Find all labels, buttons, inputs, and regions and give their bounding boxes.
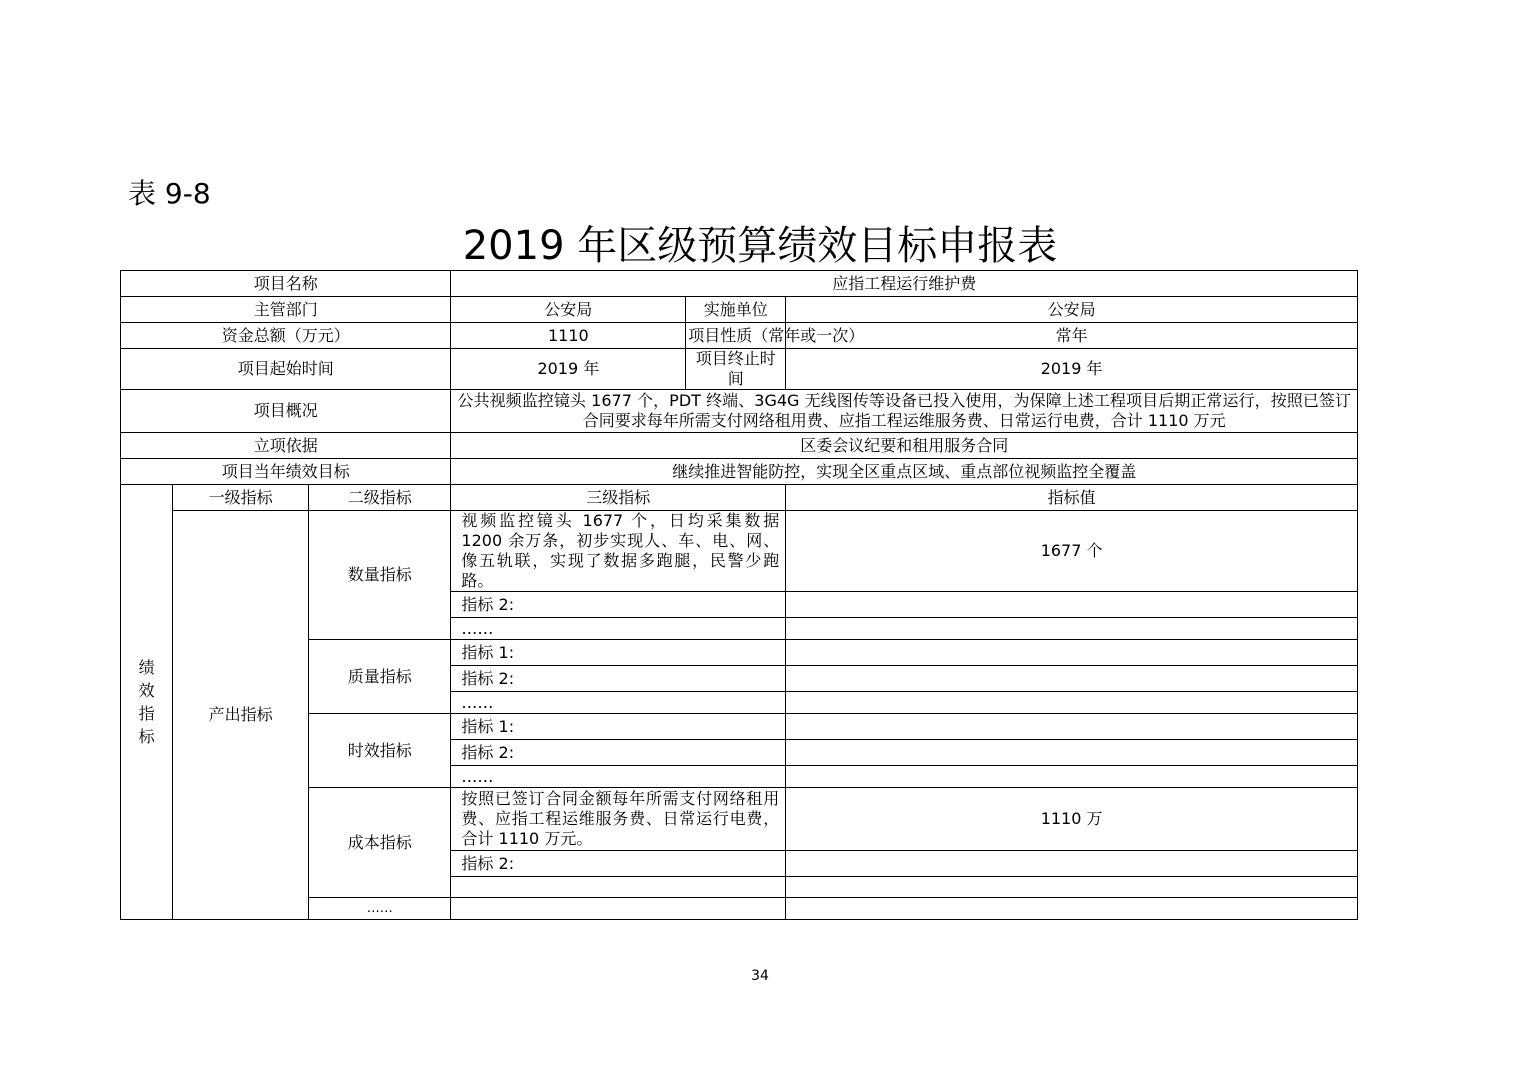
quality-indicator-more-value xyxy=(786,692,1358,714)
end-value: 2019 年 xyxy=(786,349,1358,390)
more-indicators-value xyxy=(786,898,1358,920)
basis-label: 立项依据 xyxy=(121,433,451,459)
dept-value: 公安局 xyxy=(451,297,686,323)
row-indicator-header xyxy=(121,485,1358,511)
more-indicators: …… xyxy=(309,898,451,920)
funds-label: 资金总额（万元） xyxy=(121,323,451,349)
more-indicators-level3 xyxy=(451,898,786,920)
dept-label: 主管部门 xyxy=(121,297,451,323)
cost-indicator-1-value: 1110 万 xyxy=(786,788,1358,851)
timeliness-indicator-1: 指标 1: xyxy=(451,714,786,740)
basis-value: 区委会议纪要和租用服务合同 xyxy=(451,433,1358,459)
impl-unit-label: 实施单位 xyxy=(686,297,786,323)
cost-indicator-2: 指标 2: xyxy=(451,851,786,877)
row-overview xyxy=(121,390,1358,433)
performance-indicators-label xyxy=(121,485,173,920)
quality-indicator-1: 指标 1: xyxy=(451,640,786,666)
timeliness-indicator-more: …… xyxy=(451,766,786,788)
quantity-indicator-1: 视频监控镜头 1677 个，日均采集数据 1200 余万条，初步实现人、车、电、网、像五轨联，实现了数据多跑腿，民警少跑路。 xyxy=(451,511,786,592)
quantity-indicator-more: …… xyxy=(451,618,786,640)
project-name-label: 项目名称 xyxy=(121,271,451,297)
quantity-indicator-2-value xyxy=(786,592,1358,618)
table-label: 表 9-8 xyxy=(128,177,211,210)
row-dates xyxy=(121,349,1358,390)
performance-indicators-text: 绩效指标 xyxy=(138,658,155,746)
row-goal xyxy=(121,459,1358,485)
nature-label: 项目性质（常年或一次） xyxy=(686,323,786,349)
cost-indicator-2-value xyxy=(786,851,1358,877)
overview-value: 公共视频监控镜头 1677 个，PDT 终端、3G4G 无线图传等设备已投入使用，为保障上述工程项目后期正常运行，按照已签订合同要求每年所需支付网络租用费、应指工程运维服务费、日常运行电费，合计 1110 万元 xyxy=(451,390,1358,433)
row-funds xyxy=(121,323,1358,349)
start-value: 2019 年 xyxy=(451,349,686,390)
cost-indicator-label: 成本指标 xyxy=(309,788,451,898)
quality-indicator-2: 指标 2: xyxy=(451,666,786,692)
cost-indicator-3-value xyxy=(786,877,1358,898)
nature-value: 常年 xyxy=(786,323,1358,349)
page-title: 2019 年区级预算绩效目标申报表 xyxy=(462,223,1058,269)
quality-indicator-1-value xyxy=(786,640,1358,666)
budget-performance-table xyxy=(120,270,1358,920)
timeliness-indicator-label: 时效指标 xyxy=(309,714,451,788)
timeliness-indicator-more-value xyxy=(786,766,1358,788)
row-department xyxy=(121,297,1358,323)
quality-indicator-2-value xyxy=(786,666,1358,692)
table-row xyxy=(121,511,1358,592)
header-level3: 三级指标 xyxy=(451,485,786,511)
timeliness-indicator-1-value xyxy=(786,714,1358,740)
row-basis xyxy=(121,433,1358,459)
project-name-value: 应指工程运行维护费 xyxy=(451,271,1358,297)
header-level1: 一级指标 xyxy=(173,485,309,511)
quantity-indicator-1-value: 1677 个 xyxy=(786,511,1358,592)
quality-indicator-label: 质量指标 xyxy=(309,640,451,714)
level1-output-indicator: 产出指标 xyxy=(173,511,309,920)
quantity-indicator-label: 数量指标 xyxy=(309,511,451,640)
cost-indicator-3 xyxy=(451,877,786,898)
funds-value: 1110 xyxy=(451,323,686,349)
quantity-indicator-more-value xyxy=(786,618,1358,640)
goal-value: 继续推进智能防控，实现全区重点区域、重点部位视频监控全覆盖 xyxy=(451,459,1358,485)
impl-unit-value: 公安局 xyxy=(786,297,1358,323)
timeliness-indicator-2-value xyxy=(786,740,1358,766)
quality-indicator-more: …… xyxy=(451,692,786,714)
row-project-name xyxy=(121,271,1358,297)
goal-label: 项目当年绩效目标 xyxy=(121,459,451,485)
quantity-indicator-2: 指标 2: xyxy=(451,592,786,618)
header-value: 指标值 xyxy=(786,485,1358,511)
start-label: 项目起始时间 xyxy=(121,349,451,390)
overview-label: 项目概况 xyxy=(121,390,451,433)
page-number: 34 xyxy=(751,968,769,984)
header-level2: 二级指标 xyxy=(309,485,451,511)
cost-indicator-1: 按照已签订合同金额每年所需支付网络租用费、应指工程运维服务费、日常运行电费，合计 1110 万元。 xyxy=(451,788,786,851)
timeliness-indicator-2: 指标 2: xyxy=(451,740,786,766)
end-label: 项目终止时间 xyxy=(686,349,786,390)
